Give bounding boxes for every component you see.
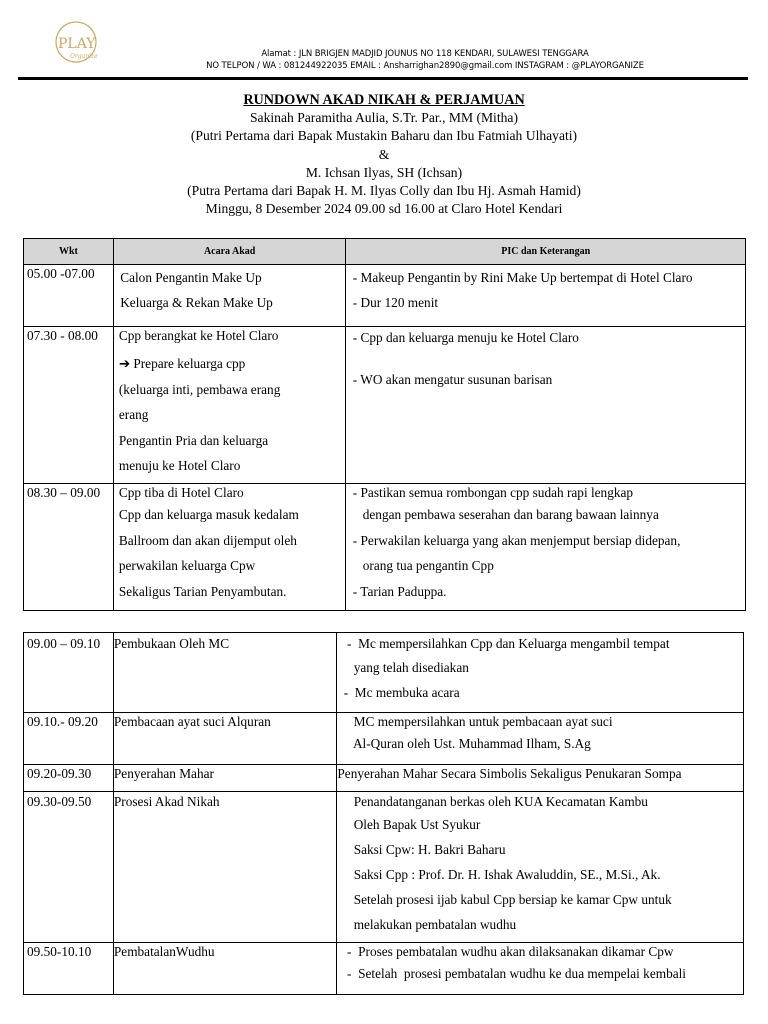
pic-line: Saksi Cpw: H. Bakri Baharu	[340, 842, 506, 857]
pic-cell	[346, 327, 746, 484]
header-wkt: Wkt	[24, 239, 114, 265]
acara-line: Pengantin Pria dan keluarga	[118, 432, 269, 448]
pic-line: Penyerahan Mahar Secara Simbolis Sekaligus Penukaran Sompa	[337, 766, 682, 781]
groom-parents: (Putra Pertama dari Bapak H. M. Ilyas Colly dan Ibu Hj. Asmah Hamid)	[187, 183, 581, 199]
table-row	[24, 943, 744, 995]
acara-line: Ballroom dan akan dijemput oleh	[118, 532, 297, 548]
pic-line: - Mc mempersilahkan Cpp dan Keluarga mengambil tempat	[340, 636, 670, 651]
acara-line: perwakilan keluarga Cpw	[118, 558, 256, 573]
pic-line: - Cpp dan keluarga menuju ke Hotel Claro	[349, 330, 579, 345]
table-row	[24, 792, 744, 943]
pic-line: - Makeup Pengantin by Rini Make Up bertempat di Hotel Claro	[349, 270, 693, 285]
acara-line: (keluarga inti, pembawa erang	[118, 381, 281, 397]
header-pic: PIC dan Keterangan	[346, 239, 746, 265]
table-row	[24, 265, 746, 327]
time-cell	[24, 943, 114, 995]
time-cell	[24, 484, 114, 611]
time-text: 08.30 – 09.00	[27, 485, 101, 500]
pic-cell	[337, 792, 744, 943]
acara-line: Penyerahan Mahar	[113, 766, 214, 781]
contact-line: NO TELPON / WA : 081244922035 EMAIL : Ansharrighan2890@gmail.com INSTAGRAM : @PLAYORGANIZE	[206, 61, 644, 71]
letterhead-divider	[18, 77, 748, 80]
header-acara: Acara Akad	[113, 239, 346, 265]
table-row	[24, 327, 746, 484]
acara-cell	[113, 265, 346, 327]
letterhead-address-block	[110, 48, 740, 72]
acara-line: Cpp dan keluarga masuk kedalam	[118, 507, 299, 522]
acara-cell	[113, 633, 337, 713]
pic-line: - Pastikan semua rombongan cpp sudah rapi lengkap	[349, 485, 634, 500]
time-cell	[24, 713, 114, 765]
acara-line: PembatalanWudhu	[113, 944, 215, 959]
pic-line: - Tarian Paduppa.	[349, 583, 447, 599]
time-text: 05.00 -07.00	[27, 266, 95, 281]
acara-line: Pembukaan Oleh MC	[113, 636, 230, 651]
pic-line: Setelah prosesi ijab kabul Cpp bersiap ke kamar Cpw untuk	[340, 892, 672, 907]
acara-cell	[113, 792, 337, 943]
time-cell	[24, 265, 114, 327]
time-cell	[24, 765, 114, 792]
time-text: 09.00 – 09.10	[27, 636, 101, 651]
ampersand: &	[378, 146, 390, 162]
table-row	[24, 765, 744, 792]
pic-cell	[346, 484, 746, 611]
time-text: 09.10.- 09.20	[27, 714, 98, 729]
rundown-table-1	[23, 238, 746, 611]
groom-name: M. Ichsan Ilyas, SH (Ichsan)	[305, 164, 463, 180]
acara-arrow-line: ➔ Prepare keluarga cpp	[118, 356, 246, 371]
time-cell	[24, 327, 114, 484]
pic-line: - Dur 120 menit	[349, 295, 439, 310]
time-text: 09.50-10.10	[27, 944, 92, 959]
event-date: Minggu, 8 Desember 2024 09.00 sd 16.00 at Claro Hotel Kendari	[205, 201, 563, 217]
acara-line: Prosesi Akad Nikah	[113, 794, 220, 809]
acara-line: Cpp berangkat ke Hotel Claro	[118, 328, 279, 343]
pic-cell	[337, 765, 744, 792]
bride-parents: (Putri Pertama dari Bapak Mustakin Baharu dan Ibu Fatmiah Ulhayati)	[190, 128, 578, 144]
acara-cell	[113, 327, 346, 484]
pic-line	[349, 348, 745, 369]
pic-line: orang tua pengantin Cpp	[349, 558, 494, 573]
acara-line: Keluarga & Rekan Make Up	[116, 295, 273, 310]
acara-line: Calon Pengantin Make Up	[116, 270, 262, 285]
acara-line: erang	[118, 407, 149, 422]
table-row	[24, 484, 746, 611]
pic-line: Al-Quran oleh Ust. Muhammad Ilham, S.Ag	[340, 736, 591, 751]
pic-line: - WO akan mengatur susunan barisan	[349, 372, 553, 387]
acara-line: Sekaligus Tarian Penyambutan.	[118, 583, 287, 599]
acara-cell	[113, 943, 337, 995]
document-heading	[0, 91, 768, 218]
pic-line: - Mc membuka acara	[340, 685, 460, 700]
acara-line: Cpp tiba di Hotel Claro	[118, 485, 244, 500]
pic-cell	[337, 943, 744, 995]
pic-line: Oleh Bapak Ust Syukur	[340, 817, 481, 832]
time-cell	[24, 633, 114, 713]
time-text: 09.30-09.50	[27, 794, 92, 809]
pic-line: dengan pembawa seserahan dan barang bawaan lainnya	[349, 507, 659, 522]
pic-line: yang telah disediakan	[340, 660, 469, 675]
acara-cell	[113, 484, 346, 611]
pic-line: - Proses pembatalan wudhu akan dilaksanakan dikamar Cpw	[340, 944, 674, 959]
pic-line: melakukan pembatalan wudhu	[340, 917, 517, 932]
svg-text:Organize: Organize	[70, 53, 98, 60]
acara-cell	[113, 713, 337, 765]
address-line: Alamat : JLN BRIGJEN MADJID JOUNUS NO 118 KENDARI, SULAWESI TENGGARA	[261, 49, 589, 59]
pic-cell	[337, 633, 744, 713]
acara-line: Pembacaan ayat suci Alquran	[113, 714, 271, 729]
pic-cell	[346, 265, 746, 327]
company-logo	[46, 18, 110, 68]
time-cell	[24, 792, 114, 943]
table-row	[24, 713, 744, 765]
acara-cell	[113, 765, 337, 792]
pic-line: Saksi Cpp : Prof. Dr. H. Ishak Awaluddin, SE., M.Si., Ak.	[340, 867, 661, 882]
acara-line: menuju ke Hotel Claro	[118, 458, 241, 473]
table-row	[24, 633, 744, 713]
time-text: 07.30 - 08.00	[27, 328, 98, 343]
rundown-table-2	[23, 632, 744, 995]
svg-text:PLAY: PLAY	[58, 36, 96, 52]
pic-line: MC mempersilahkan untuk pembacaan ayat suci	[340, 714, 613, 729]
bride-name: Sakinah Paramitha Aulia, S.Tr. Par., MM (Mitha)	[250, 110, 518, 126]
time-text: 09.20-09.30	[27, 766, 92, 781]
document-title: RUNDOWN AKAD NIKAH & PERJAMUAN	[243, 92, 525, 108]
pic-line: - Perwakilan keluarga yang akan menjemput bersiap didepan,	[349, 532, 681, 548]
pic-cell	[337, 713, 744, 765]
pic-line: - Setelah prosesi pembatalan wudhu ke dua mempelai kembali	[340, 966, 687, 981]
table-header-row	[24, 239, 746, 265]
pic-line: Penandatanganan berkas oleh KUA Kecamatan Kambu	[340, 794, 648, 809]
